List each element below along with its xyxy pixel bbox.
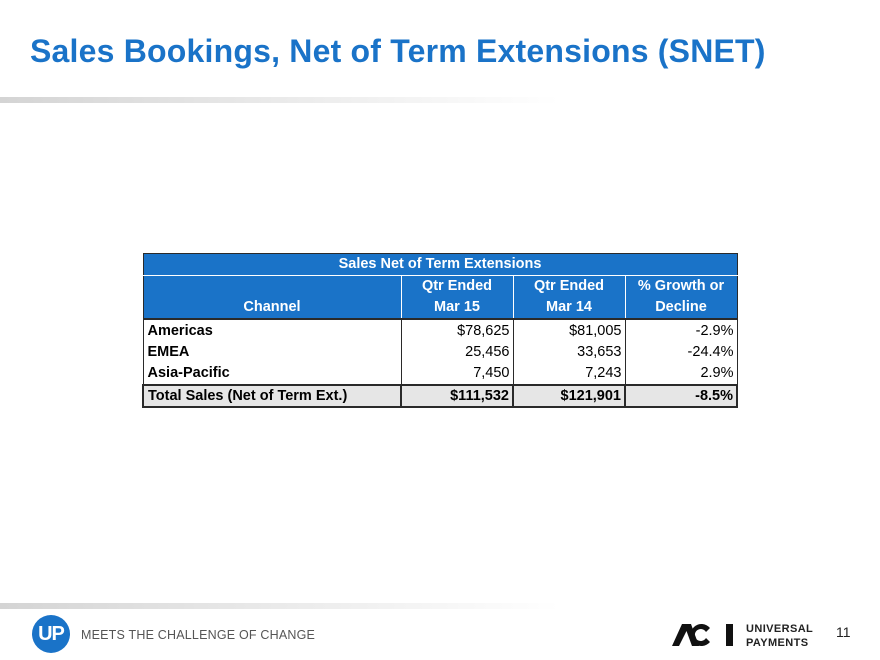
header-col3-line1: % Growth or (625, 276, 737, 298)
row-q-mar15: 25,456 (401, 342, 513, 363)
header-col2-line1: Qtr Ended (513, 276, 625, 298)
row-q-mar14: 33,653 (513, 342, 625, 363)
row-q-mar14: $81,005 (513, 319, 625, 342)
row-q-mar15: 7,450 (401, 363, 513, 385)
header-channel: Channel (143, 297, 401, 319)
row-channel: EMEA (143, 342, 401, 363)
table-row (143, 319, 737, 342)
total-q-mar15: $111,532 (401, 385, 513, 407)
total-q-mar14: $121,901 (513, 385, 625, 407)
aci-logo-icon (672, 622, 738, 653)
sales-table-container (142, 253, 738, 408)
row-q-mar14: 7,243 (513, 363, 625, 385)
header-col1-line2: Mar 15 (401, 297, 513, 319)
row-growth: -24.4% (625, 342, 737, 363)
total-growth: -8.5% (625, 385, 737, 407)
slide-title: Sales Bookings, Net of Term Extensions (SNET) (30, 33, 766, 69)
total-channel: Total Sales (Net of Term Ext.) (143, 385, 401, 407)
header-col2-line2: Mar 14 (513, 297, 625, 319)
brand-line-1: UNIVERSAL (746, 623, 814, 635)
total-row (143, 385, 737, 407)
footer-divider (0, 603, 560, 609)
row-channel: Asia-Pacific (143, 363, 401, 385)
brand-subtitle (746, 622, 813, 650)
sales-net-table (142, 253, 738, 408)
table-row (143, 342, 737, 363)
header-col1-line1: Qtr Ended (401, 276, 513, 298)
up-logo-icon: UP (32, 615, 70, 653)
header-channel-spacer (143, 276, 401, 298)
footer-tagline: MEETS THE CHALLENGE OF CHANGE (81, 628, 316, 642)
brand-line-2: PAYMENTS (746, 637, 809, 649)
title-divider (0, 97, 560, 103)
row-q-mar15: $78,625 (401, 319, 513, 342)
row-growth: 2.9% (625, 363, 737, 385)
table-row (143, 363, 737, 385)
row-growth: -2.9% (625, 319, 737, 342)
row-channel: Americas (143, 319, 401, 342)
header-col3-line2: Decline (625, 297, 737, 319)
table-caption: Sales Net of Term Extensions (143, 254, 737, 276)
page-number: 11 (836, 624, 851, 640)
